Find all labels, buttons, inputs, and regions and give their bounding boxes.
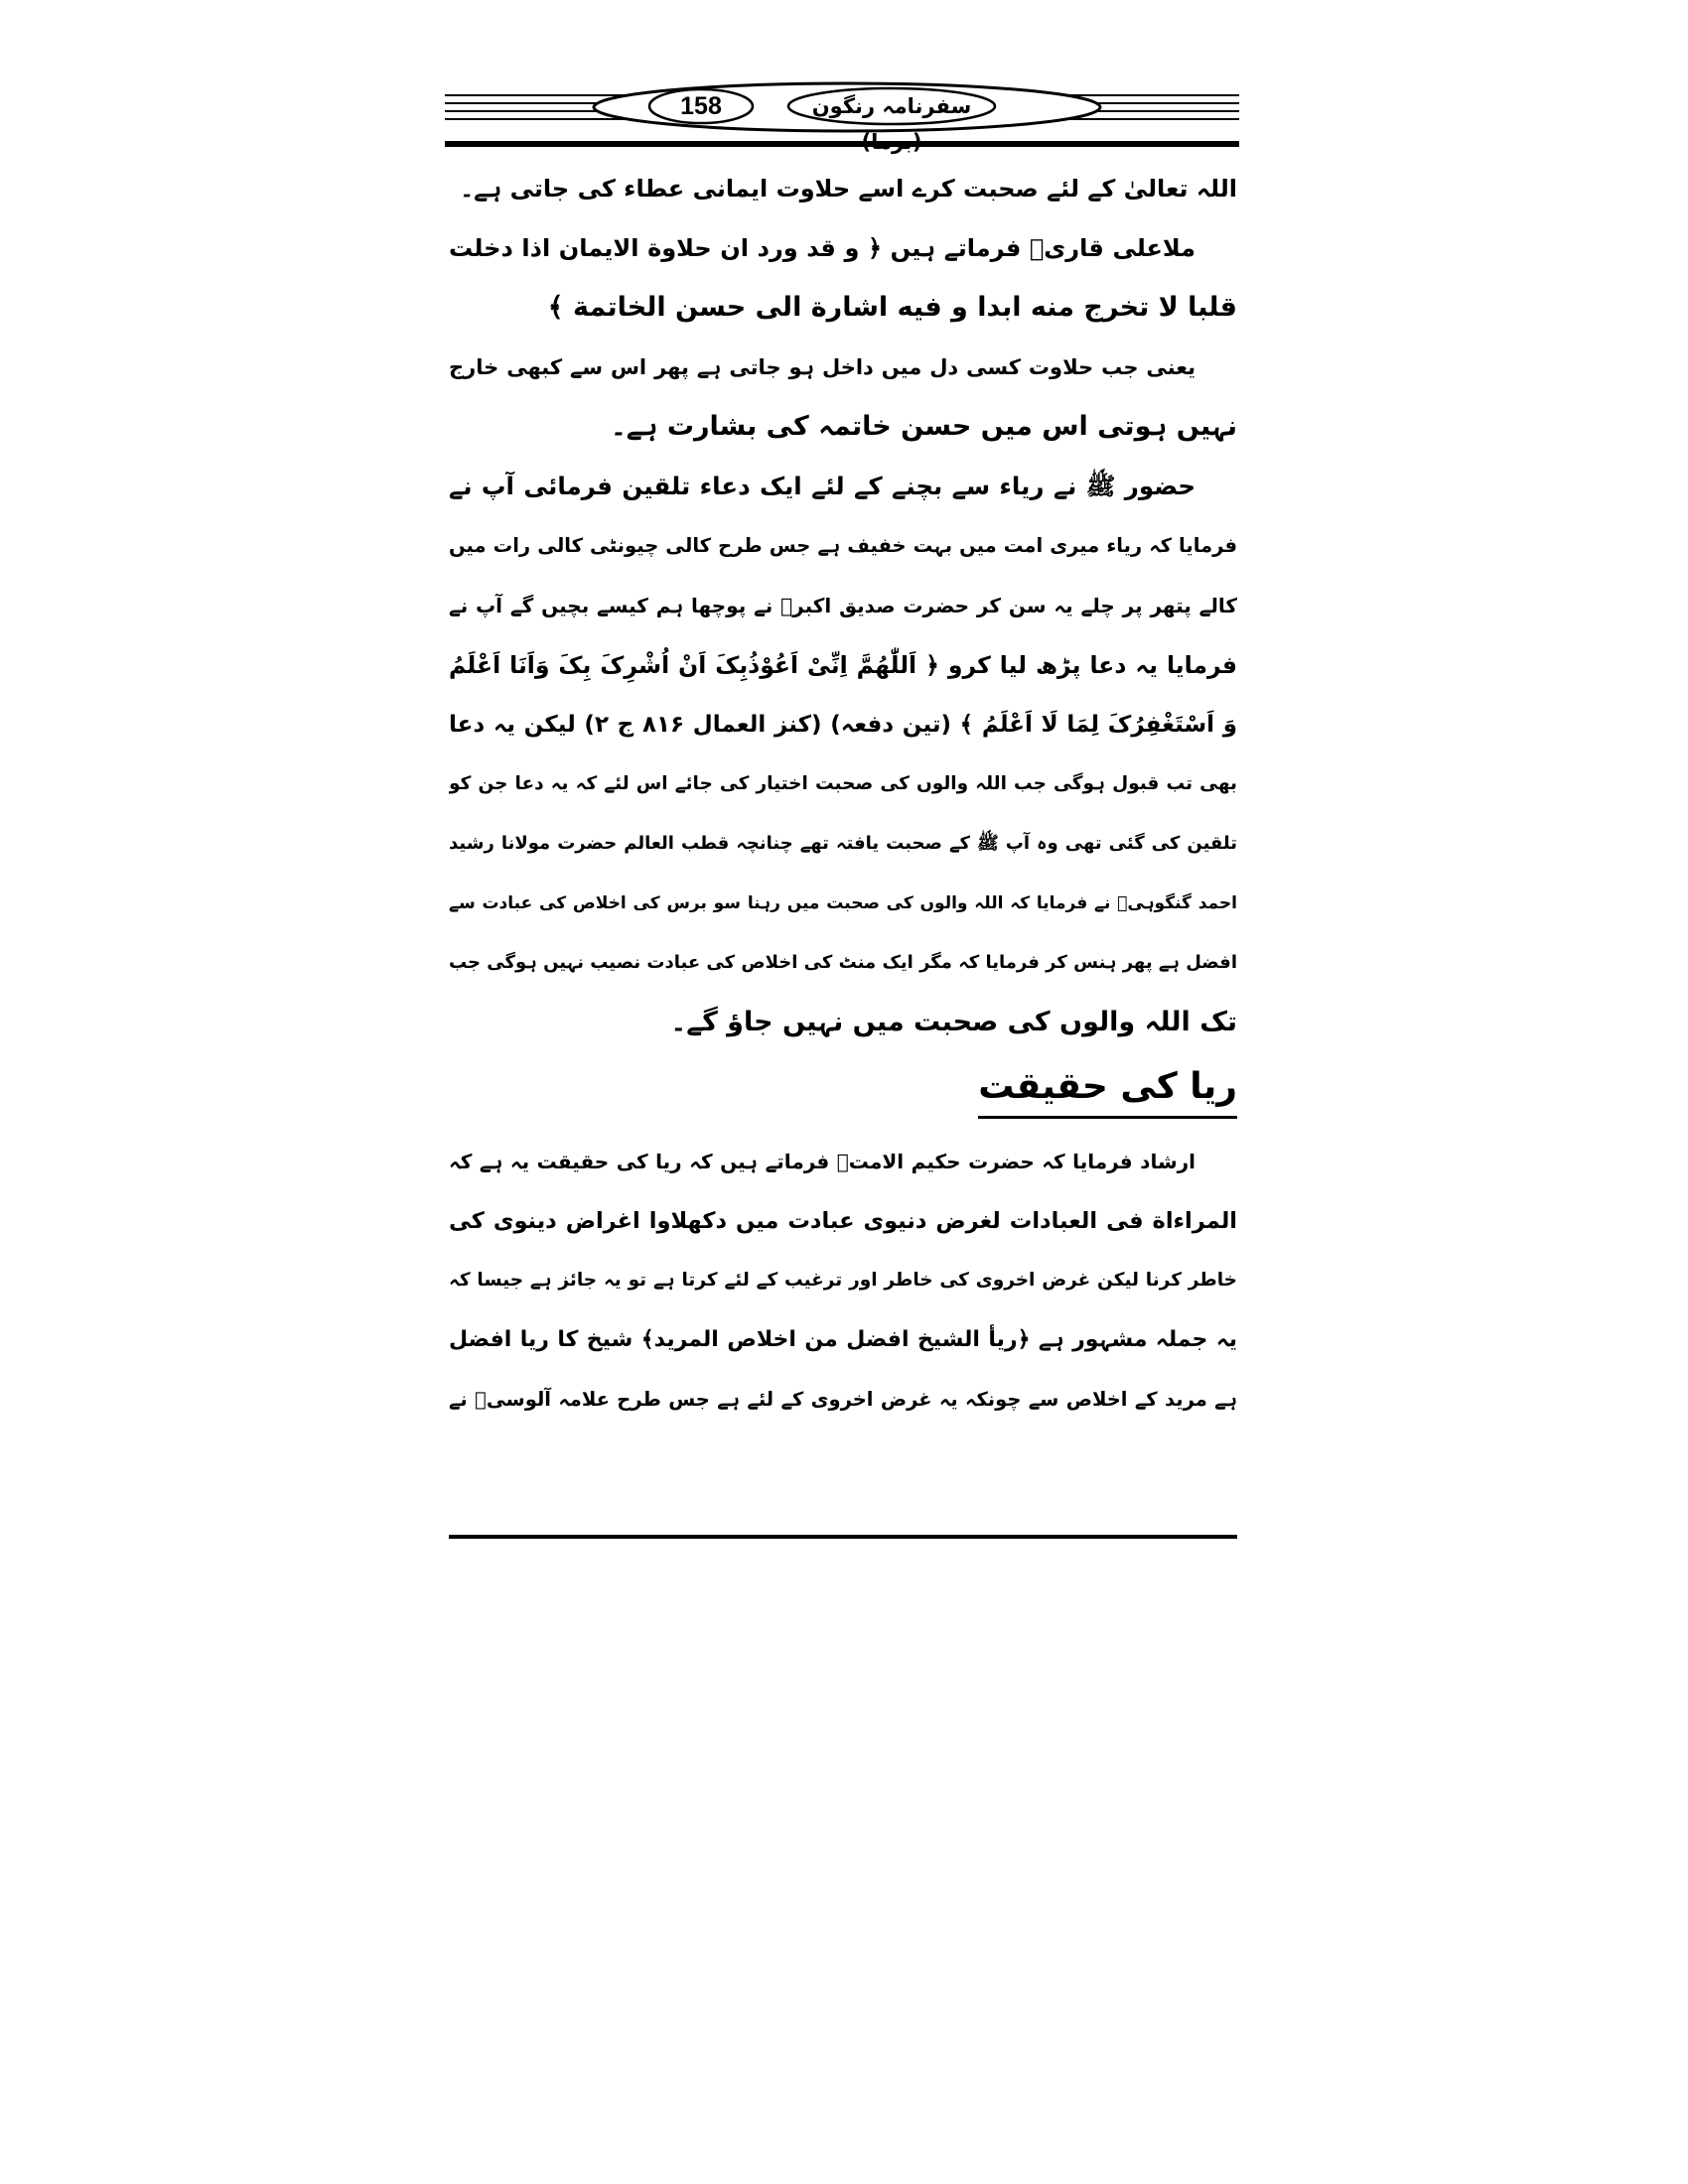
text-line: یعنی جب حلاوت کسی دل میں داخل ہو جاتی ہے پھر اس سے کبھی خارج (449, 355, 1196, 379)
text-line: ملاعلی قاریؒ فرماتے ہیں ﴿ و قد ورد ان حلاوة الایمان اذا دخلت (449, 234, 1196, 262)
running-head: سفرنامہ رنگون (برما) (811, 94, 972, 154)
text-line: خاطر کرنا لیکن غرض اخروی کی خاطر اور ترغیب کے لئے کرتا ہے تو یہ جائز ہے جیسا کہ (449, 1270, 1237, 1291)
section-heading-wrap (449, 1052, 1237, 1132)
text-line: تلقین کی گئی تھی وہ آپ ﷺ کے صحبت یافتہ تھے چنانچہ قطب العالم حضرت مولانا رشید (449, 833, 1237, 854)
text-line: افضل ہے پھر ہنس کر فرمایا کہ مگر ایک منٹ کی اخلاص کی عبادت نصیب نہیں ہوگی جب (449, 952, 1237, 973)
page-body (449, 159, 1237, 1430)
text-line: اللہ تعالیٰ کے لئے صحبت کرے اسے حلاوت ایمانی عطاء کی جاتی ہے۔ (460, 175, 1237, 203)
text-line: تک اللہ والوں کی صحبت میں نہیں جاؤ گے۔ (670, 1007, 1237, 1037)
text-line: فرمایا یہ دعا پڑھ لیا کرو ﴿ اَللّٰھُمَّ اِنِّیْ اَعُوْذُبِکَ اَنْ اُشْرِکَ بِکَ وَاَنَا اَعْلَمُ (449, 651, 1237, 679)
text-line: فرمایا کہ ریاء میری امت میں بہت خفیف ہے جس طرح کالی چیونٹی کالی رات میں (449, 534, 1237, 557)
text-line: المراءاة فی العبادات لغرض دنيوی عبادت میں دکھلاوا اغراض دینوی کی (449, 1208, 1237, 1234)
text-line: یہ جملہ مشہور ہے ﴿ریأ الشيخ افضل من اخلاص المريد﴾ شیخ کا ریا افضل (449, 1327, 1237, 1352)
page-number: 158 (680, 92, 722, 120)
text-line: احمد گنگوہیؒ نے فرمایا کہ اللہ والوں کی صحبت میں رہنا سو برس کی اخلاص کی عبادت سے (449, 893, 1237, 913)
text-line: نہیں ہوتی اس میں حسن خاتمہ کی بشارت ہے۔ (610, 411, 1237, 442)
text-line: وَ اَسْتَغْفِرُکَ لِمَا لَا اَعْلَمُ ﴾ (تین دفعہ) (کنز العمال ۸۱۶ ج ۲) لیکن یہ دعا (449, 712, 1237, 738)
page-header (445, 81, 1239, 154)
section-heading: ریا کی حقیقت (978, 1062, 1237, 1119)
text-line: ارشاد فرمایا کہ حضرت حکیم الامتؒ فرماتے ہیں کہ ریا کی حقیقت یہ ہے کہ (449, 1150, 1196, 1173)
text-line: کالے پتھر پر چلے یہ سن کر حضرت صدیق اکبرؓ نے پوچھا ہم کیسے بچیں گے آپ نے (449, 594, 1237, 617)
footer-rule (449, 1535, 1237, 1539)
text-line: قلبا لا تخرج منه ابدا و فيه اشارة الی حسن الخاتمة ﴾ (547, 292, 1237, 323)
text-line: حضور ﷺ نے ریاء سے بچنے کے لئے ایک دعاء تلقین فرمائی آپ نے (449, 472, 1196, 500)
text-line: ہے مرید کے اخلاص سے چونکہ یہ غرض اخروی کے لئے ہے جس طرح علامہ آلوسیؒ نے (449, 1388, 1237, 1411)
text-line: بھی تب قبول ہوگی جب اللہ والوں کی صحبت اختیار کی جائے اس لئے کہ یہ دعا جن کو (449, 773, 1237, 794)
